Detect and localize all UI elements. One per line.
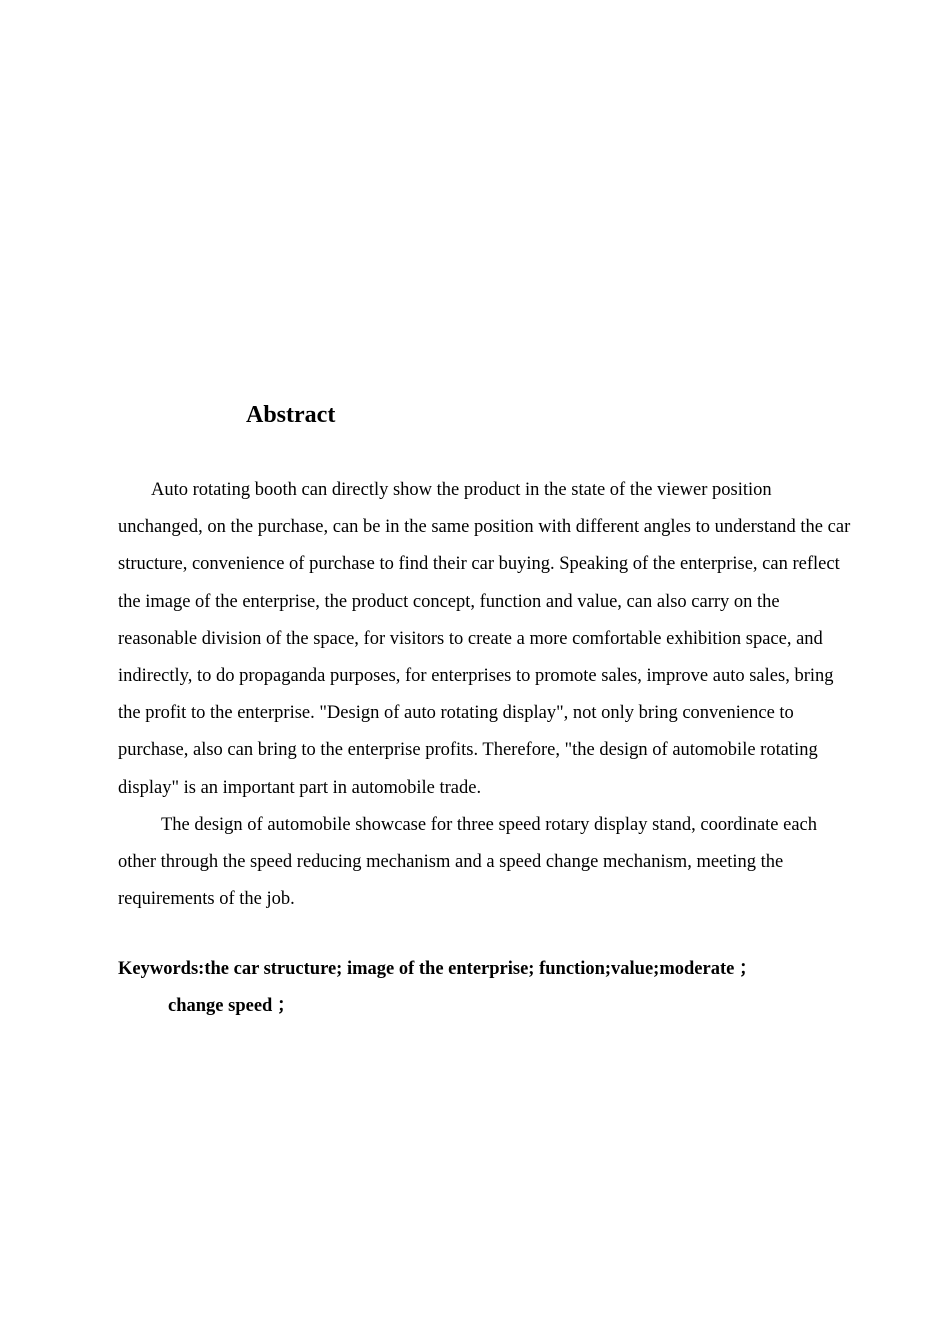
keywords-section [118, 951, 838, 1025]
keywords-line-1: Keywords:the car structure; image of the enterprise; function;value;moderate ； [118, 959, 758, 979]
abstract-title: Abstract [246, 402, 336, 428]
keywords-line-2: change speed ； [168, 996, 296, 1017]
abstract-paragraph-2: The design of automobile showcase for three speed rotary display stand, coordinate each other through the speed reducing mechanism and a speed change mechanism, meeting the requirements of the job. [118, 815, 818, 910]
abstract-paragraph-1: Auto rotating booth can directly show the product in the state of the viewer position unchanged, on the purchase, can be in the same position with different angles to understand the car structure, convenience of purchase to find their car buying. Speaking of the enterprise, can reflect the image of the enterprise, the product concept, function and value, can also carry on the reasonable division of the space, for visitors to create a more comfortable exhibition space, and indirectly, to do propaganda purposes, for enterprises to promote sales, improve auto sales, bring the profit to the enterprise. "Design of auto rotating display", not only bring convenience to purchase, also can bring to the enterprise profits. Therefore, "the design of automobile rotating display" is an important part in automobile trade. [118, 480, 851, 798]
